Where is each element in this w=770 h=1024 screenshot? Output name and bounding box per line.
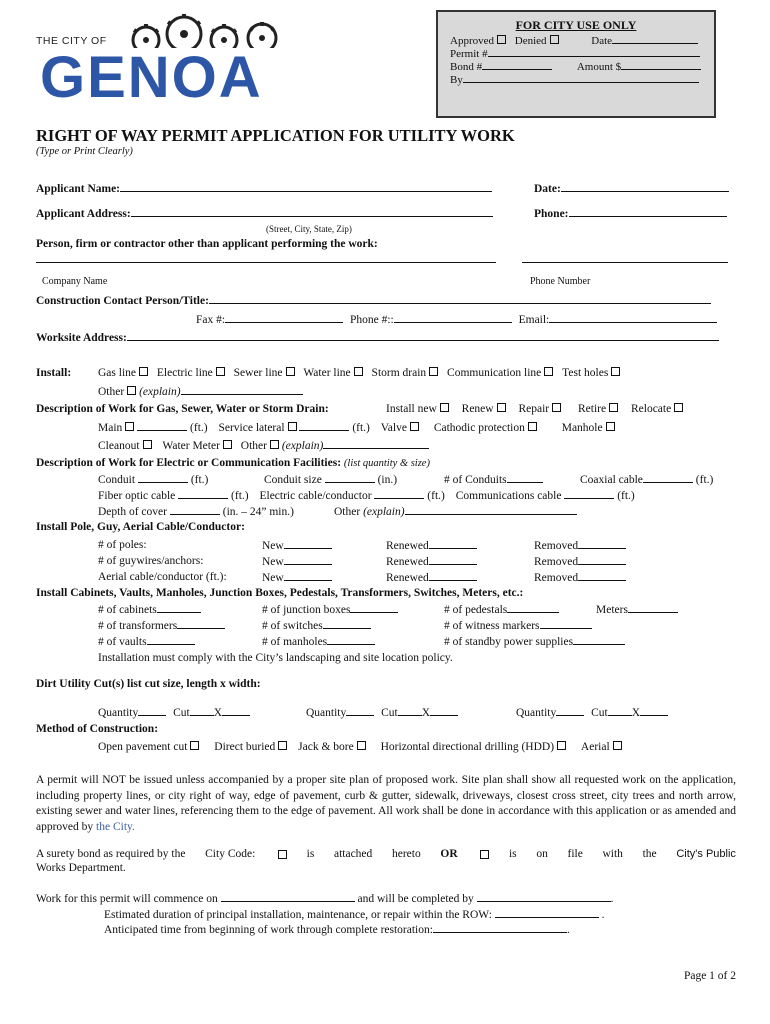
service-lateral-label: Service lateral xyxy=(218,422,285,434)
retire-checkbox[interactable] xyxy=(609,403,618,412)
aerial-removed-label: Removed xyxy=(534,572,579,584)
quantity-field-3[interactable] xyxy=(556,706,584,716)
by-label: By xyxy=(450,74,463,86)
cathodic-label: Cathodic protection xyxy=(433,422,525,434)
email-label: Email: xyxy=(518,314,550,326)
bond-is-2: is xyxy=(508,848,517,860)
install-other-checkbox[interactable] xyxy=(127,386,136,395)
direct-buried-checkbox[interactable] xyxy=(278,741,287,750)
quantity-field-2[interactable] xyxy=(346,706,374,716)
install-other-label: Other xyxy=(98,386,125,398)
aerial-renewed-label: Renewed xyxy=(386,572,429,584)
guywires-new-label: New xyxy=(262,556,284,568)
main-ft-unit: (ft.) xyxy=(190,422,208,434)
service-lateral-checkbox[interactable] xyxy=(288,422,297,431)
manholes-label: # of manholes xyxy=(262,636,328,648)
standby-power-label: # of standby power supplies xyxy=(444,636,574,648)
company-phone-field[interactable] xyxy=(522,262,728,263)
cut-length-field-3[interactable] xyxy=(608,706,632,716)
site-plan-paragraph xyxy=(36,773,736,835)
manhole-label: Manhole xyxy=(561,422,603,434)
applicant-phone-label: Phone: xyxy=(534,208,569,220)
install-new-checkbox[interactable] xyxy=(440,403,449,412)
cathodic-checkbox[interactable] xyxy=(528,422,537,431)
guywires-renewed-label: Renewed xyxy=(386,556,429,568)
comm-cable-field[interactable] xyxy=(564,489,614,499)
aerial-renewed-field[interactable] xyxy=(429,571,477,581)
repair-checkbox[interactable] xyxy=(552,403,561,412)
direct-buried-label: Direct buried xyxy=(214,741,276,753)
bond-attached-checkbox[interactable] xyxy=(278,850,287,859)
site-plan-end: the City. xyxy=(96,820,135,833)
depth-unit: (in. – 24” min.) xyxy=(222,506,294,518)
transformers-field[interactable] xyxy=(177,619,225,629)
water-meter-label: Water Meter xyxy=(162,440,220,452)
approved-label: Approved xyxy=(450,35,494,47)
electric-line-label: Electric line xyxy=(156,367,213,379)
fax-label: Fax #: xyxy=(196,314,226,326)
cut-label-1: Cut xyxy=(173,707,190,719)
test-holes-checkbox[interactable] xyxy=(611,367,620,376)
poles-removed-label: Removed xyxy=(534,540,579,552)
commence-label: Work for this permit will commence on xyxy=(36,893,218,905)
meters-field[interactable] xyxy=(628,603,678,613)
bond-is: is xyxy=(306,848,315,860)
comm-cable-unit: (ft.) xyxy=(617,490,635,502)
permit-field[interactable] xyxy=(488,47,700,57)
amount-field[interactable] xyxy=(621,60,701,70)
bond-text-2: Works Department. xyxy=(36,862,126,874)
standby-power-field[interactable] xyxy=(573,635,625,645)
vaults-field[interactable] xyxy=(147,635,195,645)
elec-desc-heading: Description of Work for Electric or Communication Facilities: xyxy=(36,457,342,469)
bond-on: on xyxy=(536,848,548,860)
elec-desc-hint: (list quantity & size) xyxy=(343,458,430,469)
renew-label: Renew xyxy=(461,403,494,415)
contact-person-label: Construction Contact Person/Title: xyxy=(36,295,209,307)
jack-bore-label: Jack & bore xyxy=(298,741,354,753)
depth-field[interactable] xyxy=(170,505,220,515)
install-label: Install: xyxy=(36,367,72,379)
bond-label: Bond # xyxy=(450,61,483,73)
transformers-label: # of transformers xyxy=(98,620,178,632)
page-title: RIGHT OF WAY PERMIT APPLICATION FOR UTILITY WORK xyxy=(36,126,515,145)
duration-label: Estimated duration of principal installation, maintenance, or repair within the ROW: xyxy=(104,909,492,921)
applicant-name-row xyxy=(36,182,492,195)
relocate-checkbox[interactable] xyxy=(674,403,683,412)
denied-checkbox[interactable] xyxy=(550,35,559,44)
depth-label: Depth of cover xyxy=(98,506,167,518)
performer-heading: Person, firm or contractor other than applicant performing the work: xyxy=(36,238,378,250)
witness-markers-label: # of witness markers xyxy=(444,620,540,632)
aerial-removed-field[interactable] xyxy=(578,571,626,581)
bond-on-file-checkbox[interactable] xyxy=(480,850,489,859)
contact-phone-label: Phone #:: xyxy=(349,314,394,326)
manhole-checkbox[interactable] xyxy=(606,422,615,431)
guywires-removed-label: Removed xyxy=(534,556,579,568)
fiber-field[interactable] xyxy=(178,489,228,499)
applicant-name-field[interactable] xyxy=(120,182,492,192)
gas-line-checkbox[interactable] xyxy=(139,367,148,376)
cut-length-field-1[interactable] xyxy=(190,706,214,716)
anticipated-label: Anticipated time from beginning of work through complete restoration: xyxy=(104,924,433,936)
fiber-unit: (ft.) xyxy=(231,490,249,502)
cut-label-3: Cut xyxy=(591,707,608,719)
meters-label: Meters xyxy=(596,604,628,616)
completed-label: and will be completed by xyxy=(357,893,474,905)
main-label: Main xyxy=(98,422,123,434)
logo-small-text: THE CITY OF xyxy=(36,35,107,47)
open-cut-checkbox[interactable] xyxy=(190,741,199,750)
aerial-cable-label: Aerial cable/conductor (ft.): xyxy=(98,571,227,583)
water-line-checkbox[interactable] xyxy=(354,367,363,376)
method-heading: Method of Construction: xyxy=(36,723,159,735)
manholes-field[interactable] xyxy=(327,635,375,645)
gas-other-checkbox[interactable] xyxy=(270,440,279,449)
poles-removed-field[interactable] xyxy=(578,539,626,549)
by-field[interactable] xyxy=(463,73,699,83)
cleanout-label: Cleanout xyxy=(98,440,140,452)
aerial-new-label: New xyxy=(262,572,284,584)
x-label-3: X xyxy=(631,707,641,719)
junction-boxes-label: # of junction boxes xyxy=(262,604,351,616)
install-new-label: Install new xyxy=(386,403,437,415)
vaults-label: # of vaults xyxy=(98,636,147,648)
storm-drain-label: Storm drain xyxy=(371,367,427,379)
elec-other-label: Other xyxy=(334,506,361,518)
page-subtitle: (Type or Print Clearly) xyxy=(36,146,133,157)
cleanout-checkbox[interactable] xyxy=(143,440,152,449)
quantity-field-1[interactable] xyxy=(138,706,166,716)
bond-row xyxy=(36,848,736,860)
amount-label: Amount $ xyxy=(576,61,622,73)
bond-file: file xyxy=(567,848,583,860)
install-explain-field[interactable] xyxy=(181,385,303,395)
coaxial-field[interactable] xyxy=(643,473,693,483)
bond-or: OR xyxy=(440,848,458,860)
junction-boxes-field[interactable] xyxy=(350,603,398,613)
completed-field[interactable] xyxy=(477,892,611,902)
company-phone-caption: Phone Number xyxy=(530,276,591,287)
elec-cable-unit: (ft.) xyxy=(427,490,445,502)
bond-field[interactable] xyxy=(482,60,552,70)
guywires-label: # of guywires/anchors: xyxy=(98,555,204,567)
fiber-label: Fiber optic cable xyxy=(98,490,176,502)
valve-label: Valve xyxy=(380,422,407,434)
poles-label: # of poles: xyxy=(98,539,147,551)
conduit-size-field[interactable] xyxy=(325,473,375,483)
service-lateral-ft-unit: (ft.) xyxy=(352,422,370,434)
aerial-method-label: Aerial xyxy=(580,741,610,753)
worksite-field[interactable] xyxy=(127,331,719,341)
bond-hereto: hereto xyxy=(391,848,421,860)
num-conduits-label: # of Conduits xyxy=(444,474,507,486)
x-label-1: X xyxy=(213,707,223,719)
city-date-label: Date xyxy=(591,35,613,47)
gas-desc-heading: Description of Work for Gas, Sewer, Water or Storm Drain: xyxy=(36,403,329,415)
dirt-heading: Dirt Utility Cut(s) list cut size, length x width: xyxy=(36,678,261,690)
retire-label: Retire xyxy=(578,403,607,415)
quantity-label-2: Quantity xyxy=(306,707,347,719)
renew-checkbox[interactable] xyxy=(497,403,506,412)
contact-phone-field[interactable] xyxy=(394,313,512,323)
conduit-size-unit: (in.) xyxy=(377,474,398,486)
bond-attached: attached xyxy=(333,848,373,860)
service-lateral-ft-field[interactable] xyxy=(299,421,349,431)
communication-line-checkbox[interactable] xyxy=(544,367,553,376)
elec-explain-label: (explain) xyxy=(363,506,405,518)
aerial-new-field[interactable] xyxy=(284,571,332,581)
gas-explain-field[interactable] xyxy=(323,439,429,449)
bond-public: City's Public xyxy=(676,848,736,860)
valve-checkbox[interactable] xyxy=(410,422,419,431)
city-date-field[interactable] xyxy=(612,34,698,44)
conduit-size-label: Conduit size xyxy=(264,474,322,486)
applicant-name-label: Applicant Name: xyxy=(36,183,121,195)
logo-wordmark: GENOA xyxy=(40,45,263,110)
gas-other-label: Other xyxy=(240,440,267,452)
applicant-date-field[interactable] xyxy=(561,182,729,192)
site-plan-text: A permit will NOT be issued unless accompanied by a proper site plan of proposed work. Site plan shall show all requested work on the application, including property lines, or city right of way, edge of pavement, curb & gutter, sidewalk, driveways, closest cross street, city trees and north arrow, existing sewer and water lines, referencing them to the edge of pavement. All work shall be done in accordance with this application or as amended and approved by xyxy=(36,774,736,833)
bond-with: with xyxy=(602,848,623,860)
bond-the: the xyxy=(642,848,657,860)
electric-line-checkbox[interactable] xyxy=(216,367,225,376)
main-ft-field[interactable] xyxy=(137,421,187,431)
poles-renewed-field[interactable] xyxy=(429,539,477,549)
communication-line-label: Communication line xyxy=(447,367,542,379)
poles-new-label: New xyxy=(262,540,284,552)
main-checkbox[interactable] xyxy=(125,422,134,431)
cut-label-2: Cut xyxy=(381,707,398,719)
repair-label: Repair xyxy=(518,403,550,415)
duration-field[interactable] xyxy=(495,908,599,918)
contact-person-field[interactable] xyxy=(209,294,711,304)
water-meter-checkbox[interactable] xyxy=(223,440,232,449)
elec-cable-label: Electric cable/conductor xyxy=(259,490,372,502)
applicant-phone-field[interactable] xyxy=(569,207,727,217)
aerial-method-checkbox[interactable] xyxy=(613,741,622,750)
coaxial-unit: (ft.) xyxy=(695,474,714,486)
switches-field[interactable] xyxy=(323,619,371,629)
email-field[interactable] xyxy=(549,313,717,323)
sewer-line-label: Sewer line xyxy=(233,367,283,379)
company-name-caption: Company Name xyxy=(42,276,108,287)
hdd-label: Horizontal directional drilling (HDD) xyxy=(380,741,555,753)
test-holes-label: Test holes xyxy=(562,367,609,379)
pedestals-label: # of pedestals xyxy=(444,604,508,616)
guywires-renewed-field[interactable] xyxy=(429,555,477,565)
guywires-new-field[interactable] xyxy=(284,555,332,565)
elec-explain-field[interactable] xyxy=(405,505,577,515)
anticipated-field[interactable] xyxy=(433,923,567,933)
storm-drain-checkbox[interactable] xyxy=(429,367,438,376)
worksite-label: Worksite Address: xyxy=(36,332,127,344)
switches-label: # of switches xyxy=(262,620,323,632)
gas-explain-label: (explain) xyxy=(281,440,324,452)
approved-checkbox[interactable] xyxy=(497,35,506,44)
poles-new-field[interactable] xyxy=(284,539,332,549)
conduit-field[interactable] xyxy=(138,473,188,483)
city-use-title: FOR CITY USE ONLY xyxy=(515,18,637,32)
cut-length-field-2[interactable] xyxy=(398,706,422,716)
elec-cable-field[interactable] xyxy=(374,489,424,499)
quantity-label-3: Quantity xyxy=(516,707,557,719)
pedestals-field[interactable] xyxy=(507,603,559,613)
quantity-label-1: Quantity xyxy=(98,707,139,719)
bond-text-1: A surety bond as required by the xyxy=(36,848,186,860)
commence-field[interactable] xyxy=(221,892,355,902)
coaxial-label: Coaxial cable xyxy=(580,474,643,486)
pole-heading: Install Pole, Guy, Aerial Cable/Conductor: xyxy=(36,521,245,533)
cut-width-field-3[interactable] xyxy=(640,706,668,716)
poles-renewed-label: Renewed xyxy=(386,540,429,552)
water-line-label: Water line xyxy=(303,367,351,379)
sewer-line-checkbox[interactable] xyxy=(286,367,295,376)
guywires-removed-field[interactable] xyxy=(578,555,626,565)
city-use-box xyxy=(436,10,716,118)
comm-cable-label: Communications cable xyxy=(455,490,562,502)
open-cut-label: Open pavement cut xyxy=(98,741,188,753)
witness-markers-field[interactable] xyxy=(540,619,592,629)
denied-label: Denied xyxy=(514,35,547,47)
jack-bore-checkbox[interactable] xyxy=(357,741,366,750)
x-label-2: X xyxy=(421,707,431,719)
applicant-address-field[interactable] xyxy=(131,207,493,217)
conduit-label: Conduit xyxy=(98,474,136,486)
fax-field[interactable] xyxy=(225,313,343,323)
company-name-field[interactable] xyxy=(36,262,496,263)
num-conduits-field[interactable] xyxy=(507,473,543,483)
cabinets-heading: Install Cabinets, Vaults, Manholes, Junction Boxes, Pedestals, Transformers, Switches, Meters, etc.: xyxy=(36,587,524,599)
cabinets-label: # of cabinets xyxy=(98,604,157,616)
cut-width-field-2[interactable] xyxy=(430,706,458,716)
install-explain-label: (explain) xyxy=(139,386,181,398)
hdd-checkbox[interactable] xyxy=(557,741,566,750)
address-hint: (Street, City, State, Zip) xyxy=(266,224,352,234)
landscaping-note: Installation must comply with the City’s landscaping and site location policy. xyxy=(98,652,453,664)
permit-label: Permit # xyxy=(450,48,488,60)
gas-line-label: Gas line xyxy=(98,367,137,379)
page-number: Page 1 of 2 xyxy=(683,970,736,982)
install-options xyxy=(98,367,620,379)
relocate-label: Relocate xyxy=(630,403,672,415)
conduit-unit: (ft.) xyxy=(190,474,209,486)
cut-width-field-1[interactable] xyxy=(222,706,250,716)
applicant-address-label: Applicant Address: xyxy=(36,208,131,220)
bond-city-code: City Code: xyxy=(205,848,256,860)
city-use-approval-row xyxy=(450,34,698,47)
cabinets-field[interactable] xyxy=(157,603,201,613)
applicant-date-label: Date: xyxy=(534,183,561,195)
